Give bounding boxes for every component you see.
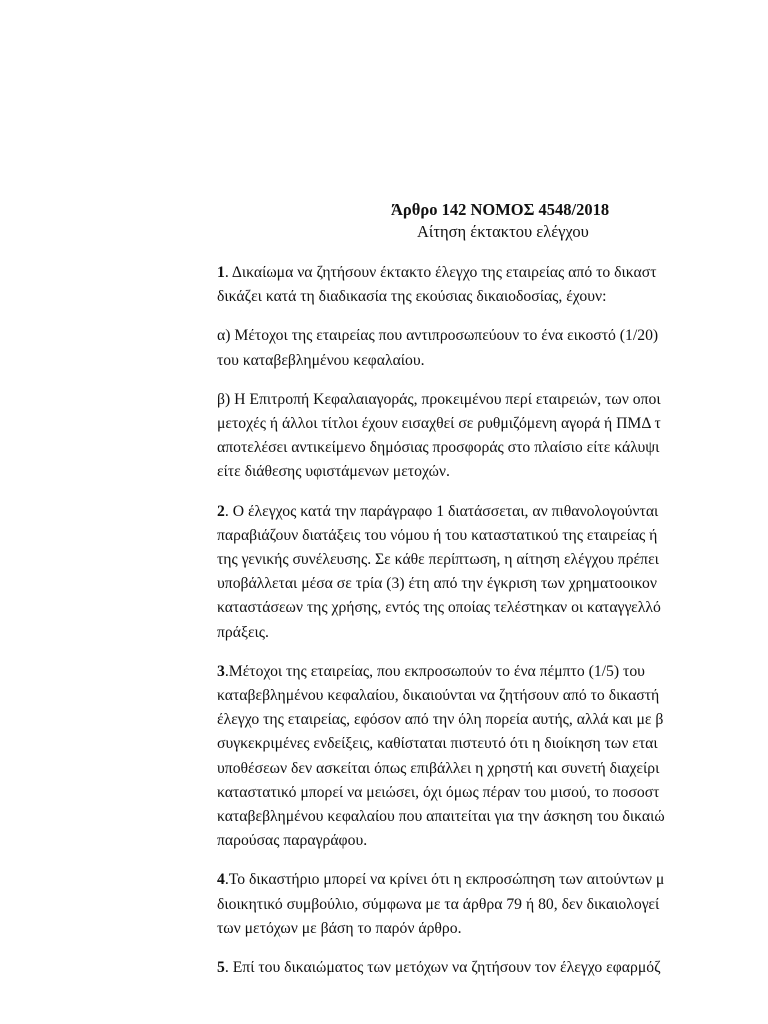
line-text: .Μέτοχοι της εταιρείας, που εκπροσωπούν το ένα πέμπτο (1/5) του [224,662,645,680]
paragraph-line [217,757,707,781]
paragraph-4 [217,500,707,645]
line-text: . Δικαίωμα να ζητήσουν έκτακτο έλεγχο της εταιρείας από το δικαστ [224,264,657,281]
line-text: μετοχές ή άλλοι τίτλοι έχουν εισαχθεί σε ρυθμιζόμενη αγορά ή ΠΜΔ τ [217,415,661,433]
paragraph-line [217,349,707,373]
line-text: έλεγχο της εταιρείας, εφόσον από την όλη πορεία αυτής, αλλά και με β [217,711,664,729]
paragraph-line [217,460,707,484]
paragraph-line [217,548,707,572]
paragraph-6 [217,868,707,941]
paragraph-line [217,732,707,756]
paragraph-line [217,285,707,309]
paragraph-line [217,324,707,348]
paragraph-line [217,500,707,524]
paragraph-line [217,829,707,853]
paragraph-line [217,893,707,917]
paragraph-7 [217,956,707,980]
paragraph-line [217,805,707,829]
line-text: παραβιάζουν διατάξεις του νόμου ή του καταστατικού της εταιρείας ή [217,526,658,544]
line-text: . Επί του δικαιώματος των μετόχων να ζητήσουν τον έλεγχο εφαρμόζ [224,959,661,977]
paragraph-2 [217,324,707,372]
paragraph-line [217,868,707,892]
paragraph-line [217,412,707,436]
line-text: πράξεις. [217,623,269,641]
paragraph-line [217,660,707,684]
paragraph-line [217,436,707,460]
paragraph-line [217,781,707,805]
paragraph-line [217,684,707,708]
line-text: της γενικής συνέλευσης. Σε κάθε περίπτωση, η αίτηση ελέγχου πρέπει [217,551,659,569]
paragraph-line [217,621,707,645]
paragraph-line [217,524,707,548]
line-text: β) Η Επιτροπή Κεφαλαιαγοράς, προκειμένου περί εταιρειών, των οποι [217,390,661,408]
line-text: . Ο έλεγχος κατά την παράγραφο 1 διατάσσεται, αν πιθανολογούνται [224,502,659,520]
paragraph-number: 5 [217,959,225,977]
line-text: είτε διάθεσης υφιστάμενων μετοχών. [217,463,450,481]
paragraph-number: 3 [217,662,225,680]
paragraph-number: 2 [217,502,225,520]
paragraph-line [217,572,707,596]
paragraph-1 [217,261,707,309]
line-text: αποτελέσει αντικείμενο δημόσιας προσφοράς στο πλαίσιο είτε κάλυψι [217,439,660,457]
paragraph-line [217,261,707,285]
article-title: Άρθρο 142 ΝΟΜΟΣ 4548/2018 [391,200,610,219]
paragraph-line [217,388,707,412]
line-text: συγκεκριμένες ενδείξεις, καθίσταται πιστευτό ότι η διοίκηση των εται [217,735,658,753]
line-text: υποθέσεων δεν ασκείται όπως επιβάλλει η χρηστή και συνετή διαχείρι [217,759,660,777]
line-text: διοικητικό συμβούλιο, σύμφωνα με τα άρθρα 79 ή 80, δεν δικαιολογεί [217,895,660,913]
line-text: δικάζει κατά τη διαδικασία της εκούσιας δικαιοδοσίας, έχουν: [217,288,607,306]
line-text: καταστατικό μπορεί να μειώσει, όχι όμως πέραν του μισού, το ποσοστ [217,783,660,801]
article-body [217,261,707,995]
paragraph-5 [217,660,707,854]
paragraph-line [217,956,707,980]
article-subtitle: Αίτηση έκτακτου ελέγχου [417,222,589,241]
paragraph-line [217,917,707,941]
paragraph-number: 4 [217,871,225,889]
paragraph-number: 1 [217,264,225,281]
paragraph-line [217,596,707,620]
paragraph-3 [217,388,707,485]
line-text: των μετόχων με βάση το παρόν άρθρο. [217,919,462,937]
line-text: παρούσας παραγράφου. [217,832,368,850]
line-text: .Το δικαστήριο μπορεί να κρίνει ότι η εκπροσώπηση των αιτούντων μ [224,871,665,889]
line-text: του καταβεβλημένου κεφαλαίου. [217,351,425,369]
line-text: καταστάσεων της χρήσης, εντός της οποίας τελέστηκαν οι καταγγελλό [217,599,661,617]
line-text: α) Μέτοχοι της εταιρείας που αντιπροσωπεύουν το ένα εικοστό (1/20) [217,327,659,345]
paragraph-line [217,708,707,732]
line-text: υποβάλλεται μέσα σε τρία (3) έτη από την έγκριση των χρηματοοικον [217,575,657,593]
line-text: καταβεβλημένου κεφαλαίου που απαιτείται για την άσκηση του δικαιώ [217,808,665,826]
line-text: καταβεβλημένου κεφαλαίου, δικαιούνται να ζητήσουν από το δικαστή [217,687,660,705]
